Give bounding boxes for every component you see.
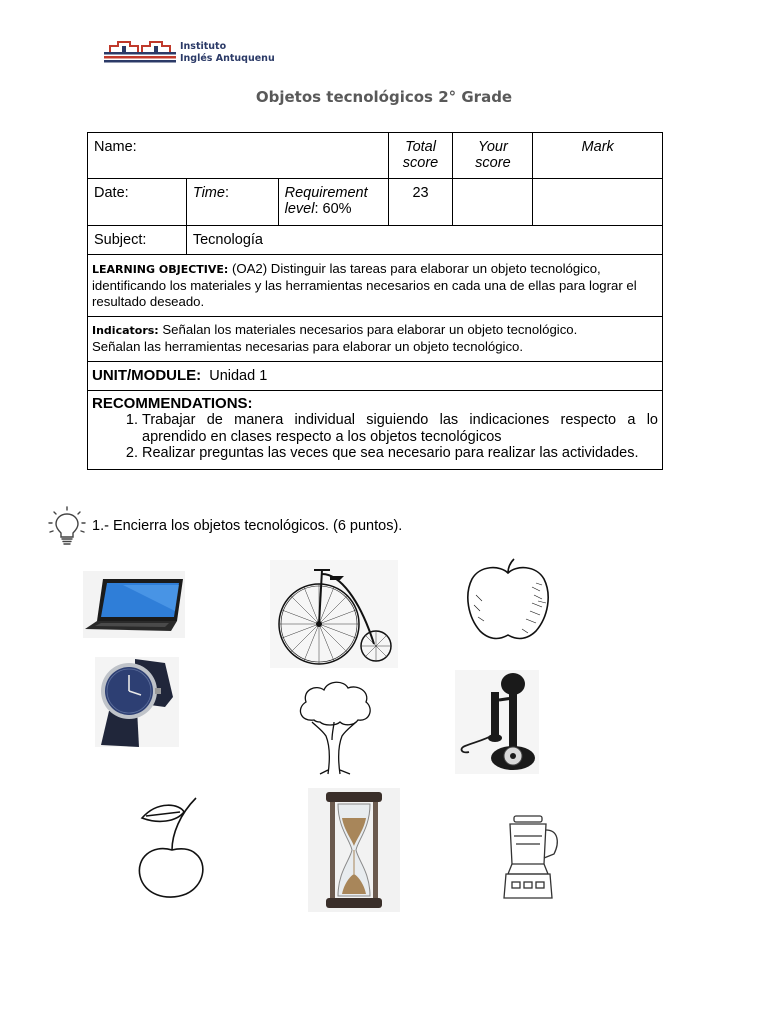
- time-cell[interactable]: [186, 179, 278, 226]
- bicycle-image[interactable]: [270, 560, 398, 668]
- candlestick-telephone-icon: [455, 670, 539, 774]
- total-score-value: 23: [388, 179, 453, 226]
- logo-emblem-icon: [104, 40, 176, 64]
- name-label: Name:: [94, 139, 137, 155]
- tree-icon: [294, 680, 374, 776]
- laptop-image[interactable]: [83, 571, 185, 638]
- indicators-label: Indicators:: [92, 324, 159, 337]
- watch-image[interactable]: [95, 657, 179, 747]
- your-score-value[interactable]: [453, 179, 533, 226]
- requirement-label: Requirement level: [284, 185, 368, 217]
- unit-label: UNIT/MODULE:: [92, 367, 202, 384]
- indicators-cell: [88, 317, 663, 362]
- cherry-icon: [136, 794, 208, 902]
- time-colon: :: [224, 185, 229, 201]
- learning-objective-text: (OA2) Distinguir las tareas para elaborar un objeto tecnológico, identificando los materiales y las herramientas necesarios en cada una de ellas para lograr el resultado deseado.: [92, 261, 637, 309]
- subject-label: Subject:: [88, 226, 187, 255]
- learning-objective-cell: [88, 255, 663, 317]
- blender-image[interactable]: [494, 814, 566, 902]
- laptop-icon: [83, 571, 185, 638]
- requirement-value: : 60%: [314, 201, 352, 217]
- recommendations-label: RECOMMENDATIONS:: [92, 395, 253, 412]
- school-logo: [104, 40, 284, 66]
- recommendations-list: [142, 412, 658, 462]
- penny-farthing-icon: [270, 560, 398, 668]
- requirement-cell: [278, 179, 388, 226]
- telephone-image[interactable]: [455, 670, 539, 774]
- tree-image[interactable]: [294, 680, 374, 776]
- question-row: [46, 506, 402, 546]
- logo-line-2: Inglés Antuquenu: [180, 53, 275, 64]
- your-score-header: Your score: [453, 133, 533, 179]
- unit-value: Unidad 1: [209, 368, 268, 384]
- mark-header: Mark: [533, 133, 663, 179]
- total-score-header: Total score: [388, 133, 453, 179]
- blender-icon: [494, 814, 566, 902]
- date-cell[interactable]: [88, 179, 187, 226]
- wristwatch-icon: [95, 657, 179, 747]
- apple-image[interactable]: [462, 557, 554, 643]
- name-cell[interactable]: [88, 133, 389, 179]
- recommendation-item: 2. Realizar preguntas las veces que sea necesario para realizar las actividades.: [142, 445, 658, 462]
- indicators-line-1: Señalan los materiales necesarios para elaborar un objeto tecnológico.: [158, 322, 578, 337]
- date-label: Date:: [94, 185, 129, 201]
- mark-value[interactable]: [533, 179, 663, 226]
- hourglass-icon: [308, 788, 400, 912]
- recommendations-cell: [88, 391, 663, 470]
- hourglass-image[interactable]: [308, 788, 400, 912]
- logo-text: [180, 41, 275, 65]
- indicators-line-2: Señalan las herramientas necesarias para elaborar un objeto tecnológico.: [92, 339, 524, 354]
- lightbulb-icon: [46, 506, 88, 546]
- recommendation-item: 1. Trabajar de manera individual siguiendo las indicaciones respecto a lo aprendido en clases respecto a los objetos tecnológicos: [142, 412, 658, 445]
- question-text: 1.- Encierra los objetos tecnológicos. (6 puntos).: [92, 518, 403, 534]
- info-table: [87, 132, 663, 470]
- apple-icon: [462, 557, 554, 643]
- learning-objective-label: LEARNING OBJECTIVE:: [92, 263, 229, 276]
- page-title: Objetos tecnológicos 2° Grade: [255, 88, 513, 106]
- time-label: Time: [192, 185, 225, 201]
- cherry-image[interactable]: [136, 794, 208, 902]
- subject-value: Tecnología: [186, 226, 662, 255]
- logo-line-1: Instituto: [180, 41, 227, 52]
- unit-cell: [88, 362, 663, 391]
